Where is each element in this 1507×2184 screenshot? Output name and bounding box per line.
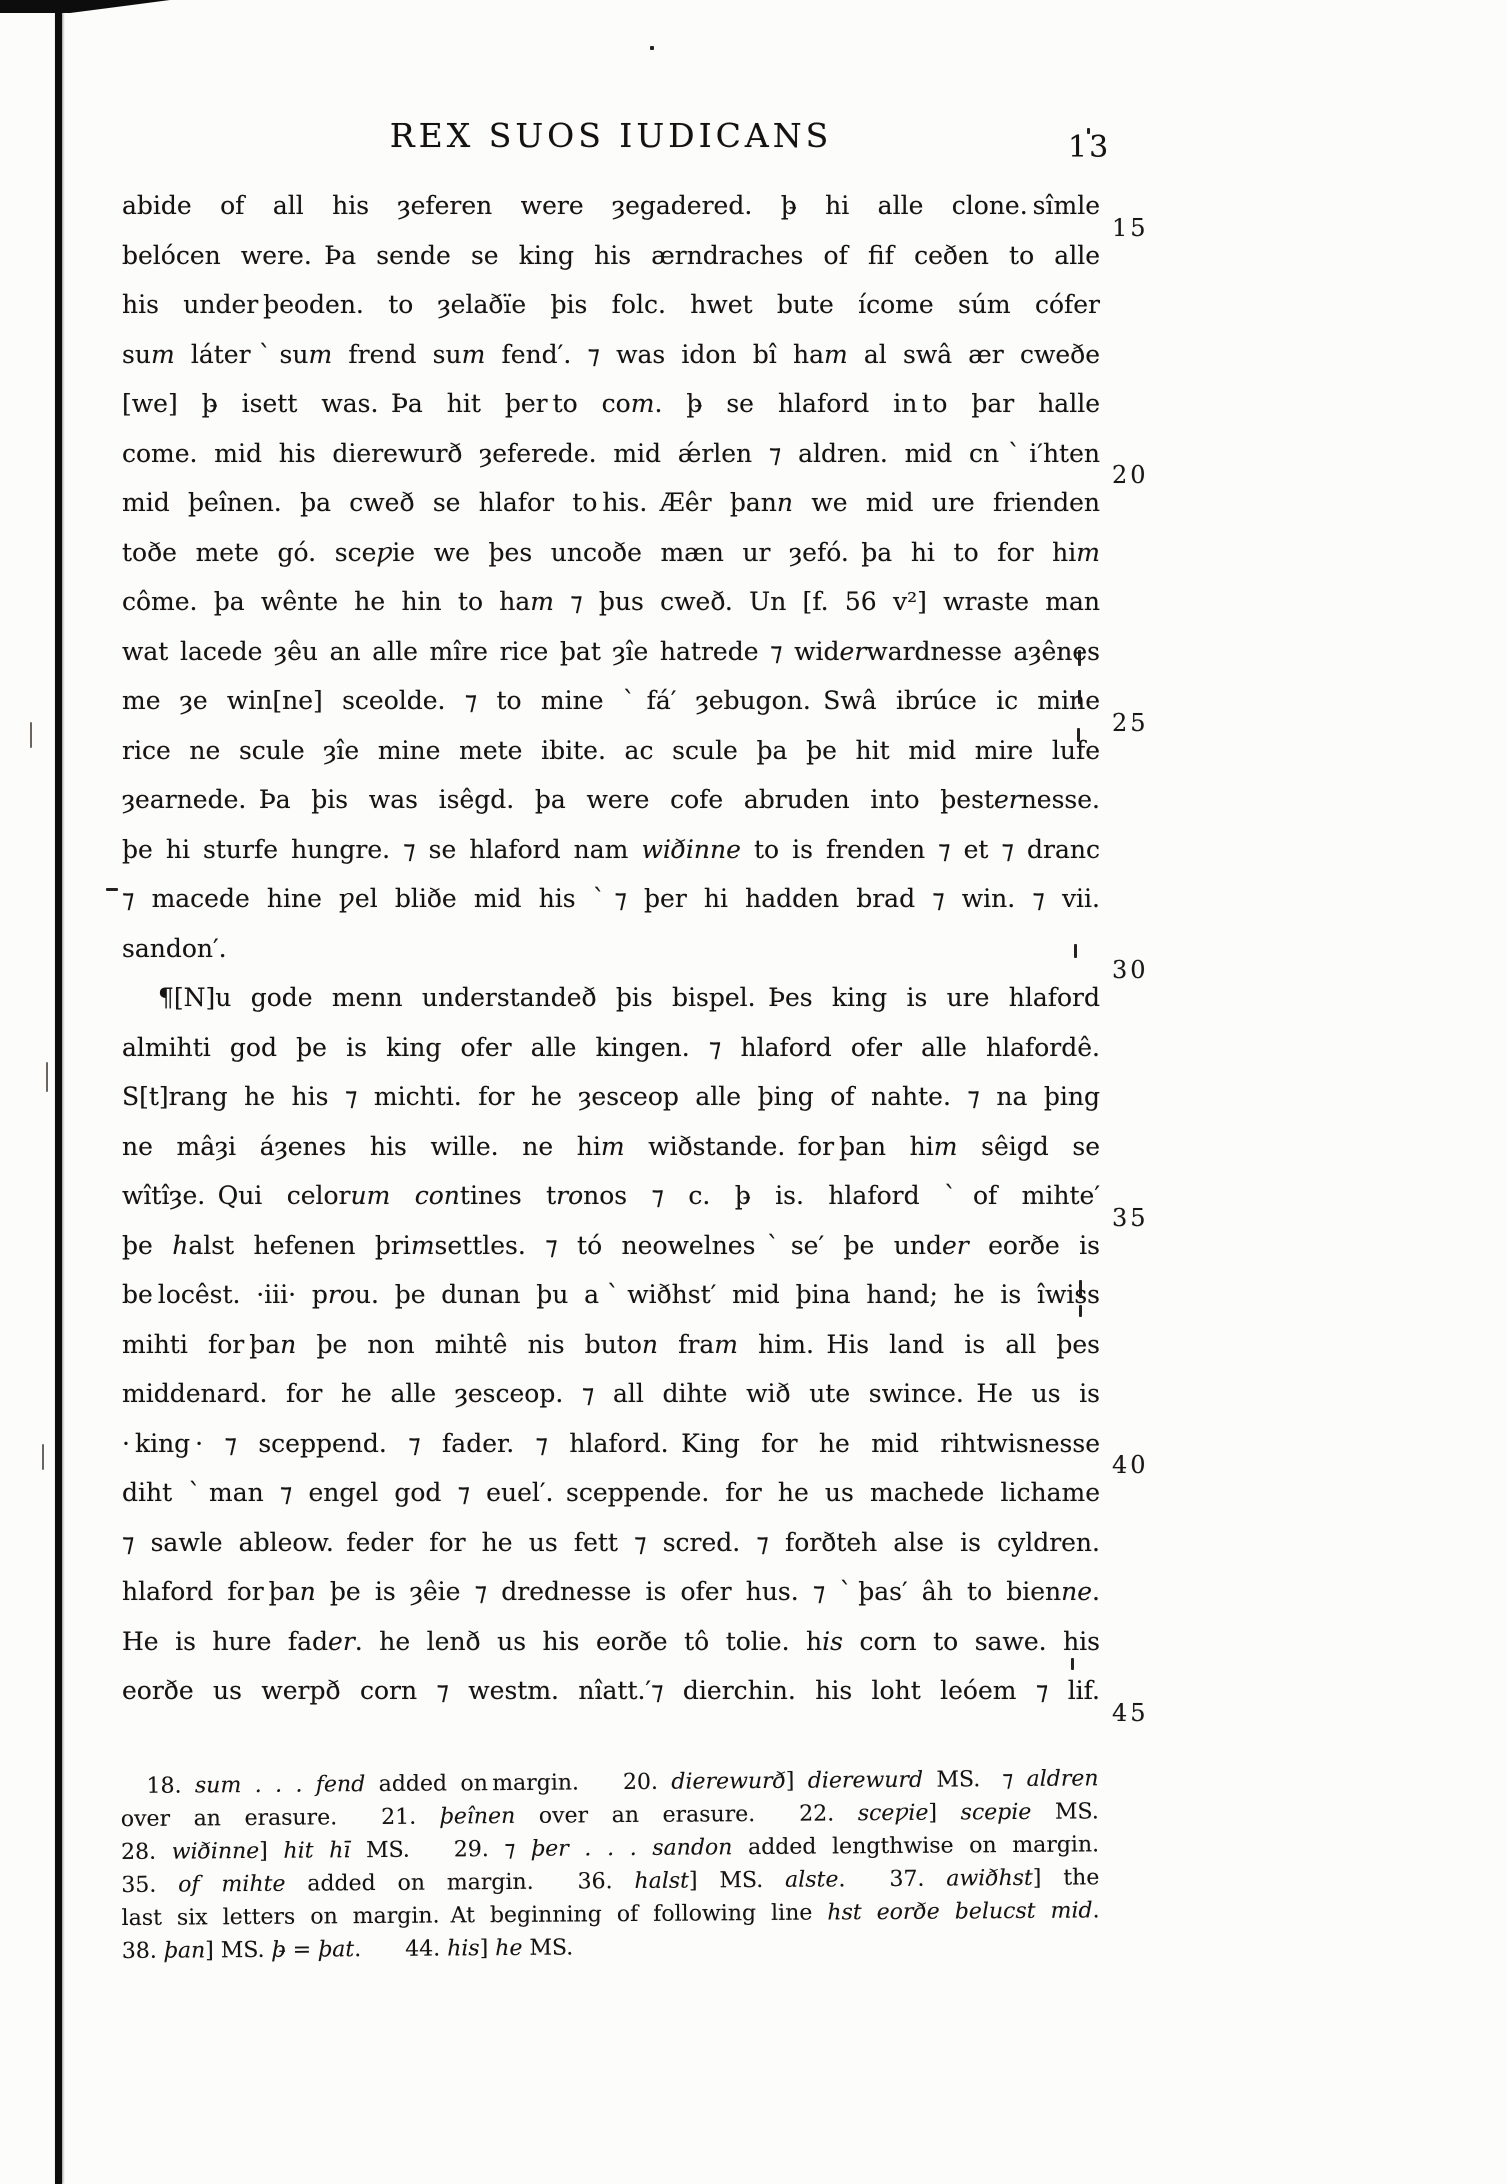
footnote-line: 38. þan] MS. þ̵ = þat. 44. his] he MS. [121, 1935, 574, 1965]
text-line: diht ˋman ⁊ engel god ⁊ euel′. sceppende. for he us machede lichame [122, 1478, 1100, 1507]
text-line: þe hi sturfe hungre. ⁊ se hlaford nam wiðinne to is frenden ⁊ et ⁊ dranc [122, 834, 1100, 864]
footnote-line: 35. of mihte added on margin. 36. halst] MS. alste. 37. awiðhst] the [121, 1865, 1100, 1899]
margin-line-number: 35 [1112, 1204, 1149, 1232]
text-line: almihti god þe is king ofer alle kingen. ⁊ hlaford ofer alle hlafordê. [122, 1032, 1100, 1062]
scan-artifact [42, 1444, 44, 1470]
text-line: ⁊ sawle ableow. feder for he us fett ⁊ scred. ⁊ forðteh alse is cyldren. [122, 1527, 1100, 1557]
page-title: REX SUOS IUDICANS [389, 116, 833, 155]
scan-artifact [46, 1062, 48, 1092]
text-line: hlaford for þan þe is ȝêie ⁊ drednesse is ofer hus. ⁊ ˋþas′ âh to bienne. [122, 1577, 1100, 1606]
text-line: ¶[N]u gode menn understandeð þis bispel. Þes king is ure hlaford [158, 983, 1100, 1012]
text-line: mid þeînen. þa cweð se hlafor to his. Æêr þann we mid ure frienden [122, 488, 1100, 517]
margin-line-number: 25 [1112, 709, 1149, 737]
text-line: ⁊ macede hine ƿel bliðe mid his ˋ⁊ þer hi hadden brad ⁊ win. ⁊ vii. [122, 884, 1100, 913]
text-line: toðe mete gó. sceƿie we þes uncoðe mæn ur ȝefó. þa hi to for him [122, 537, 1100, 567]
text-line: þe halst hefenen þrimsettles. ⁊ tó neowelnesˋse′ þe under eorðe is [122, 1230, 1100, 1260]
margin-line-number: 20 [1112, 461, 1149, 489]
footnote-line: over an erasure. 21. þeînen over an erasure. 22. sceƿie] scepie MS. [120, 1799, 1099, 1833]
text-line: S[t]rang he his ⁊ michti. for he ȝesceop alle þing of nahte. ⁊ na þing [122, 1082, 1100, 1111]
margin-line-number: 45 [1112, 1699, 1149, 1727]
text-line: ȝearnede. Þa þis was isêgd. þa were cofe abruden into þesternesse. [122, 785, 1100, 814]
body-text [122, 181, 1100, 1716]
text-line: He is hure fader. he lenð us his eorðe tô tolie. his corn to sawe. his [122, 1626, 1101, 1656]
text-line: · king · ⁊ sceppend. ⁊ fader. ⁊ hlaford. King for he mid rihtwisnesse [122, 1428, 1100, 1458]
text-line: wîtîȝe. Qui celorum contines tronos ⁊ c. þ̵ is. hlaford ˋof mihte′ [122, 1181, 1100, 1210]
text-line: belócen were. Þa sende se king his ærndraches of fif ceðen to alle [122, 240, 1100, 270]
binding-edge-rule [55, 0, 62, 2184]
corner-wedge-artifact [0, 0, 170, 13]
text-line: sum láterˋsum frend sum fend′. ⁊ was idon bî ham al swâ ær cweðe [122, 339, 1100, 369]
footnote-line: last six letters on margin. At beginning of following line hst eorðe belucst mid. [121, 1898, 1100, 1932]
text-line: sandon′. [122, 933, 227, 963]
footnote-line: 28. wiðinne] hit hī MS. 29. ⁊ þer . . . sandon added lengthwise on margin. [120, 1832, 1100, 1866]
scan-artifact [650, 46, 654, 50]
text-line: come. mid his dierewurð ȝeferede. mid ǽrlen ⁊ aldren. mid cnˋi′hten [122, 438, 1100, 468]
text-line: côme. þa wênte he hin to ham ⁊ þus cweð. Un [f. 56 v²] wraste man [122, 587, 1100, 616]
scan-artifact [106, 888, 118, 891]
text-line: his under þeoden. to ȝelaðïe þis folc. hwet bute ícome súm cófer [122, 290, 1100, 319]
text-line: middenard. for he alle ȝesceop. ⁊ all dihte wið ute swince. He us is [122, 1379, 1100, 1408]
text-line: ne mâȝi áȝenes his wille. ne him wiðstande. for þan him sêigd se [122, 1131, 1100, 1161]
footnotes-block [120, 1762, 1100, 1968]
margin-line-number: 40 [1112, 1451, 1149, 1479]
page-number: 13 [1068, 130, 1111, 165]
margin-line-number: 15 [1112, 214, 1149, 242]
text-line: eorðe us werpð corn ⁊ westm. nîatt.′⁊ dierchin. his loht leóem ⁊ lif. [122, 1676, 1100, 1705]
text-line: [we] þ̵ isett was. Þa hit þer to com. þ̵ se hlaford in to þar halle [122, 389, 1100, 418]
text-line: me ȝe win[ne] sceolde. ⁊ to mine ˋfá′ ȝebugon. Swâ ibrúce ic mine [122, 686, 1100, 715]
text-line: be locêst. ·iii· prou. þe dunan þu aˋwiðhst′ mid þina hand; he is îwiss [122, 1280, 1100, 1309]
margin-line-number: 30 [1112, 956, 1149, 984]
text-line: abide of all his ȝeferen were ȝegadered. þ̵ hi alle clone. sîmle [122, 191, 1100, 220]
text-line: rice ne scule ȝîe mine mete ibite. ac scule þa þe hit mid mire lufe [122, 735, 1100, 765]
footnote-line: 18. sum . . . fend added on margin. 20. dierewurð] dierewurd MS. ⁊ aldren [146, 1766, 1099, 1799]
text-line: wat lacede ȝêu an alle mîre rice þat ȝîe hatrede ⁊ widerwardnesse aȝênes [122, 636, 1100, 666]
text-line: mihti for þan þe non mihtê nis buton fram him. His land is all þes [122, 1329, 1100, 1359]
scan-artifact [30, 722, 32, 748]
